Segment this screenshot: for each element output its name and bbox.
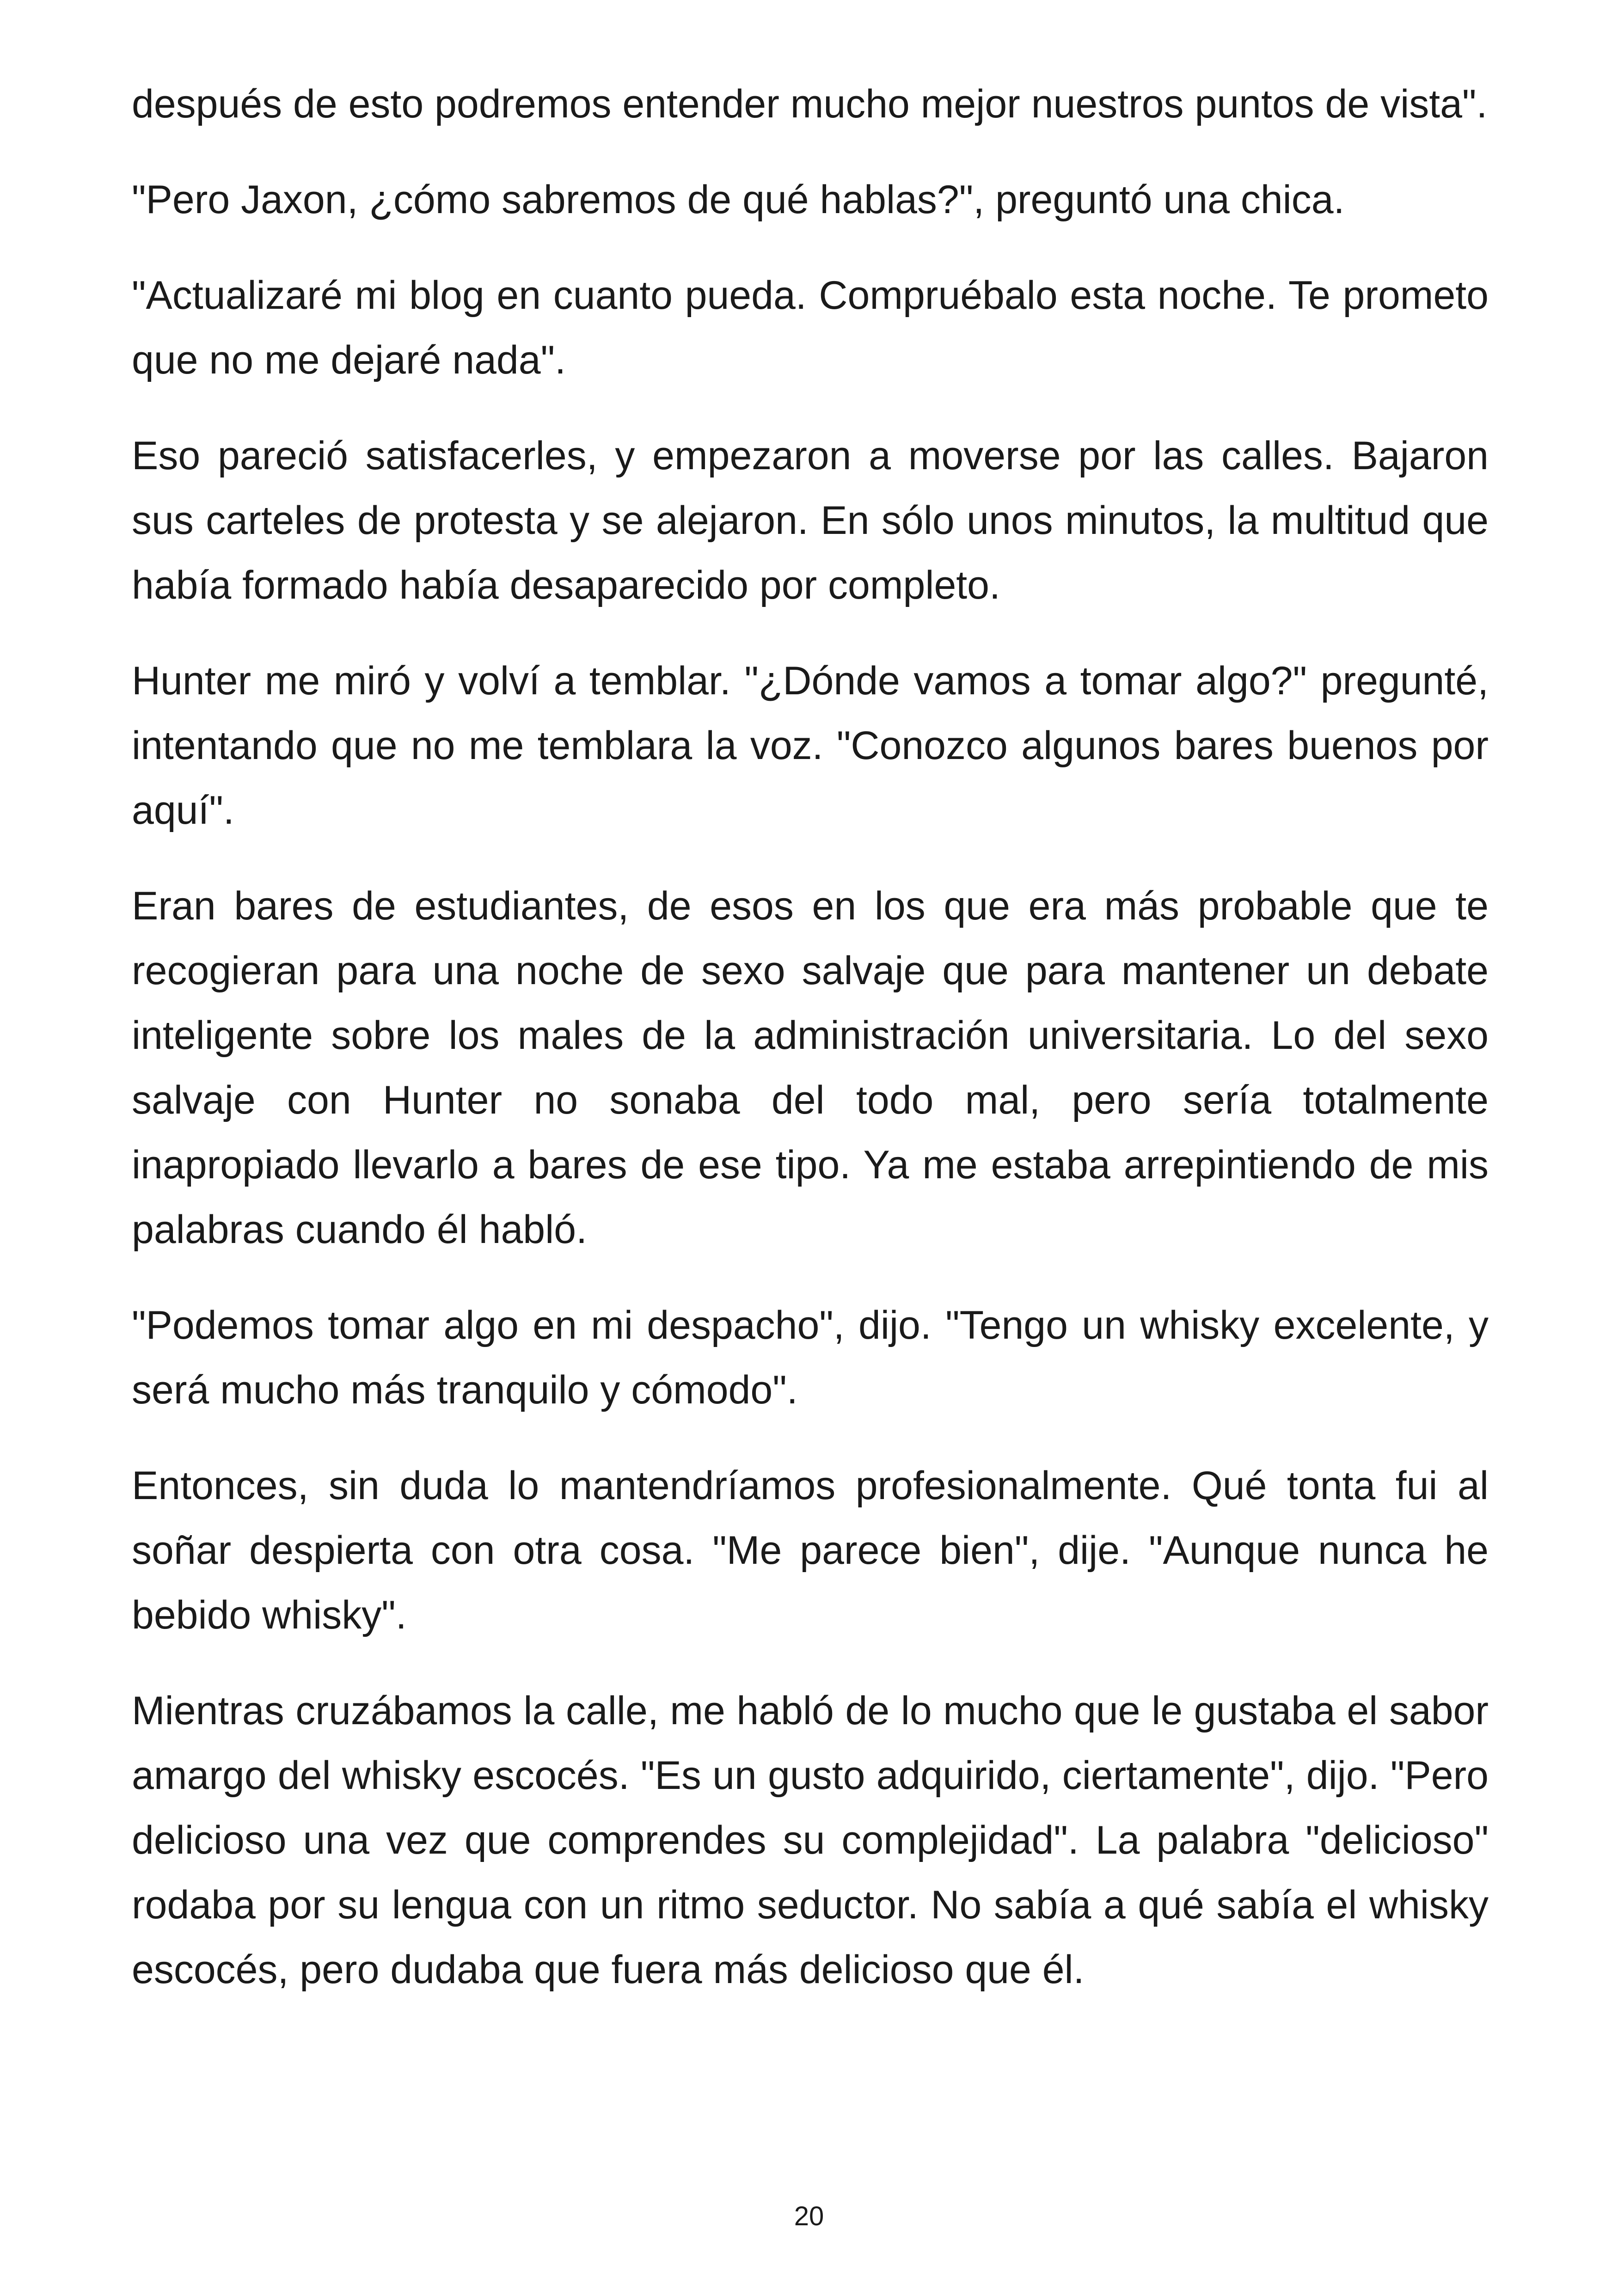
body-text [132,72,1489,2033]
paragraph-5: Hunter me miró y volví a temblar. "¿Dónde vamos a tomar algo?" pregunté, intentando que no me temblara la voz. "Conozco algunos bares buenos por aquí". [132,659,1489,833]
paragraph-6: Eran bares de estudiantes, de esos en los que era más probable que te recogieran para una noche de sexo salvaje que para mantener un debate inteligente sobre los males de la administración universitaria. Lo del sexo salvaje con Hunter no sonaba del todo mal, pero sería totalmente inapropiado llevarlo a bares de ese tipo. Ya me estaba arrepintiendo de mis palabras cuando él habló. [132,884,1489,1252]
paragraph-1: después de esto podremos entender mucho mejor nuestros puntos de vista". [132,82,1488,126]
paragraph-3: "Actualizaré mi blog en cuanto pueda. Compruébalo esta noche. Te prometo que no me dejaré nada". [132,273,1489,382]
paragraph-4: Eso pareció satisfacerles, y empezaron a moverse por las calles. Bajaron sus carteles de protesta y se alejaron. En sólo unos minutos, la multitud que había formado había desaparecido por completo. [132,434,1489,607]
paragraph-9: Mientras cruzábamos la calle, me habló de lo mucho que le gustaba el sabor amargo del whisky escocés. "Es un gusto adquirido, ciertamente", dijo. "Pero delicioso una vez que comprendes su complejidad". La palabra "delicioso" rodaba por su lengua con un ritmo seductor. No sabía a qué sabía el whisky escocés, pero dudaba que fuera más delicioso que él. [132,1689,1489,1992]
paragraph-2: "Pero Jaxon, ¿cómo sabremos de qué hablas?", preguntó una chica. [132,178,1345,222]
page-number: 20 [794,2201,824,2231]
paragraph-7: "Podemos tomar algo en mi despacho", dijo. "Tengo un whisky excelente, y será mucho más tranquilo y cómodo". [132,1303,1489,1412]
paragraph-8: Entonces, sin duda lo mantendríamos profesionalmente. Qué tonta fui al soñar despierta con otra cosa. "Me parece bien", dije. "Aunque nunca he bebido whisky". [132,1463,1489,1637]
